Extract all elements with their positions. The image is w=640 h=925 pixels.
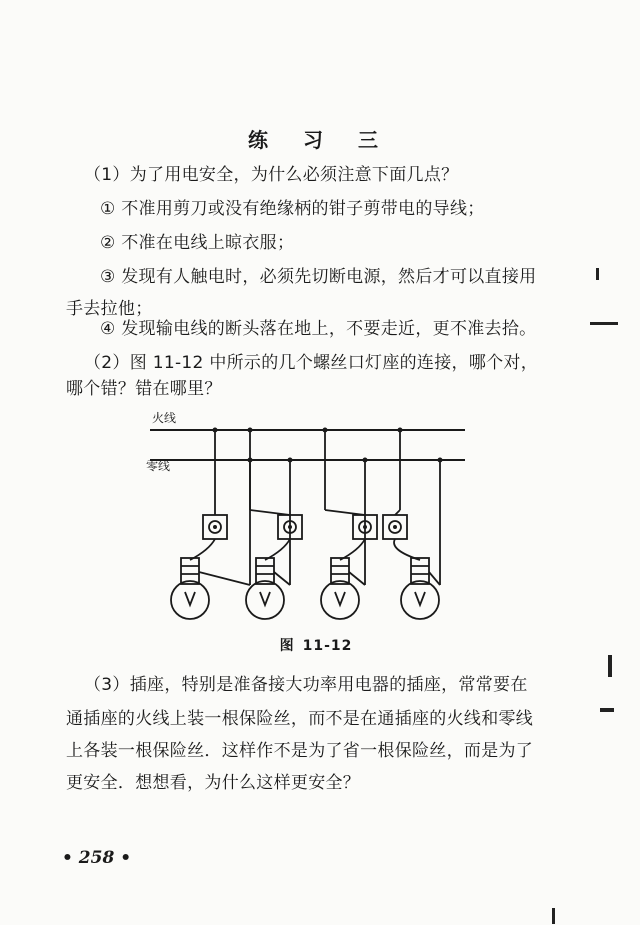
- question-1-stem: （1）为了用电安全，为什么必须注意下面几点？: [84, 165, 459, 185]
- junction-dot: [213, 428, 218, 433]
- junction-dot: [398, 428, 403, 433]
- neutral-wire-label: 零线: [146, 459, 171, 473]
- question-3-line-2: 通插座的火线上装一根保险丝，而不是在通插座的火线和零线: [66, 709, 534, 729]
- scan-mark: [596, 268, 599, 280]
- scan-mark: [552, 908, 555, 924]
- lamp-socket: [181, 558, 199, 584]
- page-number: • 258 •: [62, 848, 132, 868]
- scan-mark: [590, 322, 618, 325]
- light-bulb: [246, 581, 284, 619]
- scan-mark: [600, 708, 614, 712]
- lamp-socket: [411, 558, 429, 584]
- question-3-line-1: （3）插座，特别是准备接大功率用电器的插座，常常要在: [84, 675, 528, 695]
- junction-dot: [248, 428, 253, 433]
- question-3-line-3: 上各装一根保险丝．这样作不是为了省一根保险丝，而是为了: [66, 741, 534, 761]
- question-2-line-2: 哪个错？错在哪里？: [66, 379, 222, 399]
- junction-dot: [438, 458, 443, 463]
- question-3-line-4: 更安全．想想看，为什么这样更安全？: [66, 773, 361, 793]
- question-1-item-3-cont: 手去拉他；: [66, 299, 153, 319]
- junction-dot: [363, 458, 368, 463]
- question-2-line-1: （2）图 11-12 中所示的几个螺丝口灯座的连接，哪个对，: [84, 353, 539, 373]
- lamp-socket-wiring-diagram: [130, 400, 470, 630]
- question-1-item-4: ④ 发现输电线的断头落在地上，不要走近，更不准去拾。: [100, 319, 537, 339]
- question-1-item-1: ① 不准用剪刀或没有绝缘柄的钳子剪带电的导线；: [100, 199, 485, 219]
- lamp-socket: [331, 558, 349, 584]
- question-1-item-2: ② 不准在电线上晾衣服；: [100, 233, 295, 253]
- question-1-item-3: ③ 发现有人触电时，必须先切断电源，然后才可以直接用: [100, 267, 537, 287]
- lamp-socket: [256, 558, 274, 584]
- exercise-title: 练 习 三: [248, 128, 392, 152]
- figure-caption-number: 11-12: [302, 638, 353, 654]
- light-bulb: [401, 581, 439, 619]
- scan-mark: [608, 655, 612, 677]
- live-wire-label: 火线: [152, 411, 177, 425]
- junction-dot: [288, 458, 293, 463]
- figure-caption-prefix: 图: [279, 638, 295, 654]
- figure-caption: [0, 635, 640, 655]
- light-bulb: [321, 581, 359, 619]
- junction-dot: [323, 428, 328, 433]
- light-bulb: [171, 581, 209, 619]
